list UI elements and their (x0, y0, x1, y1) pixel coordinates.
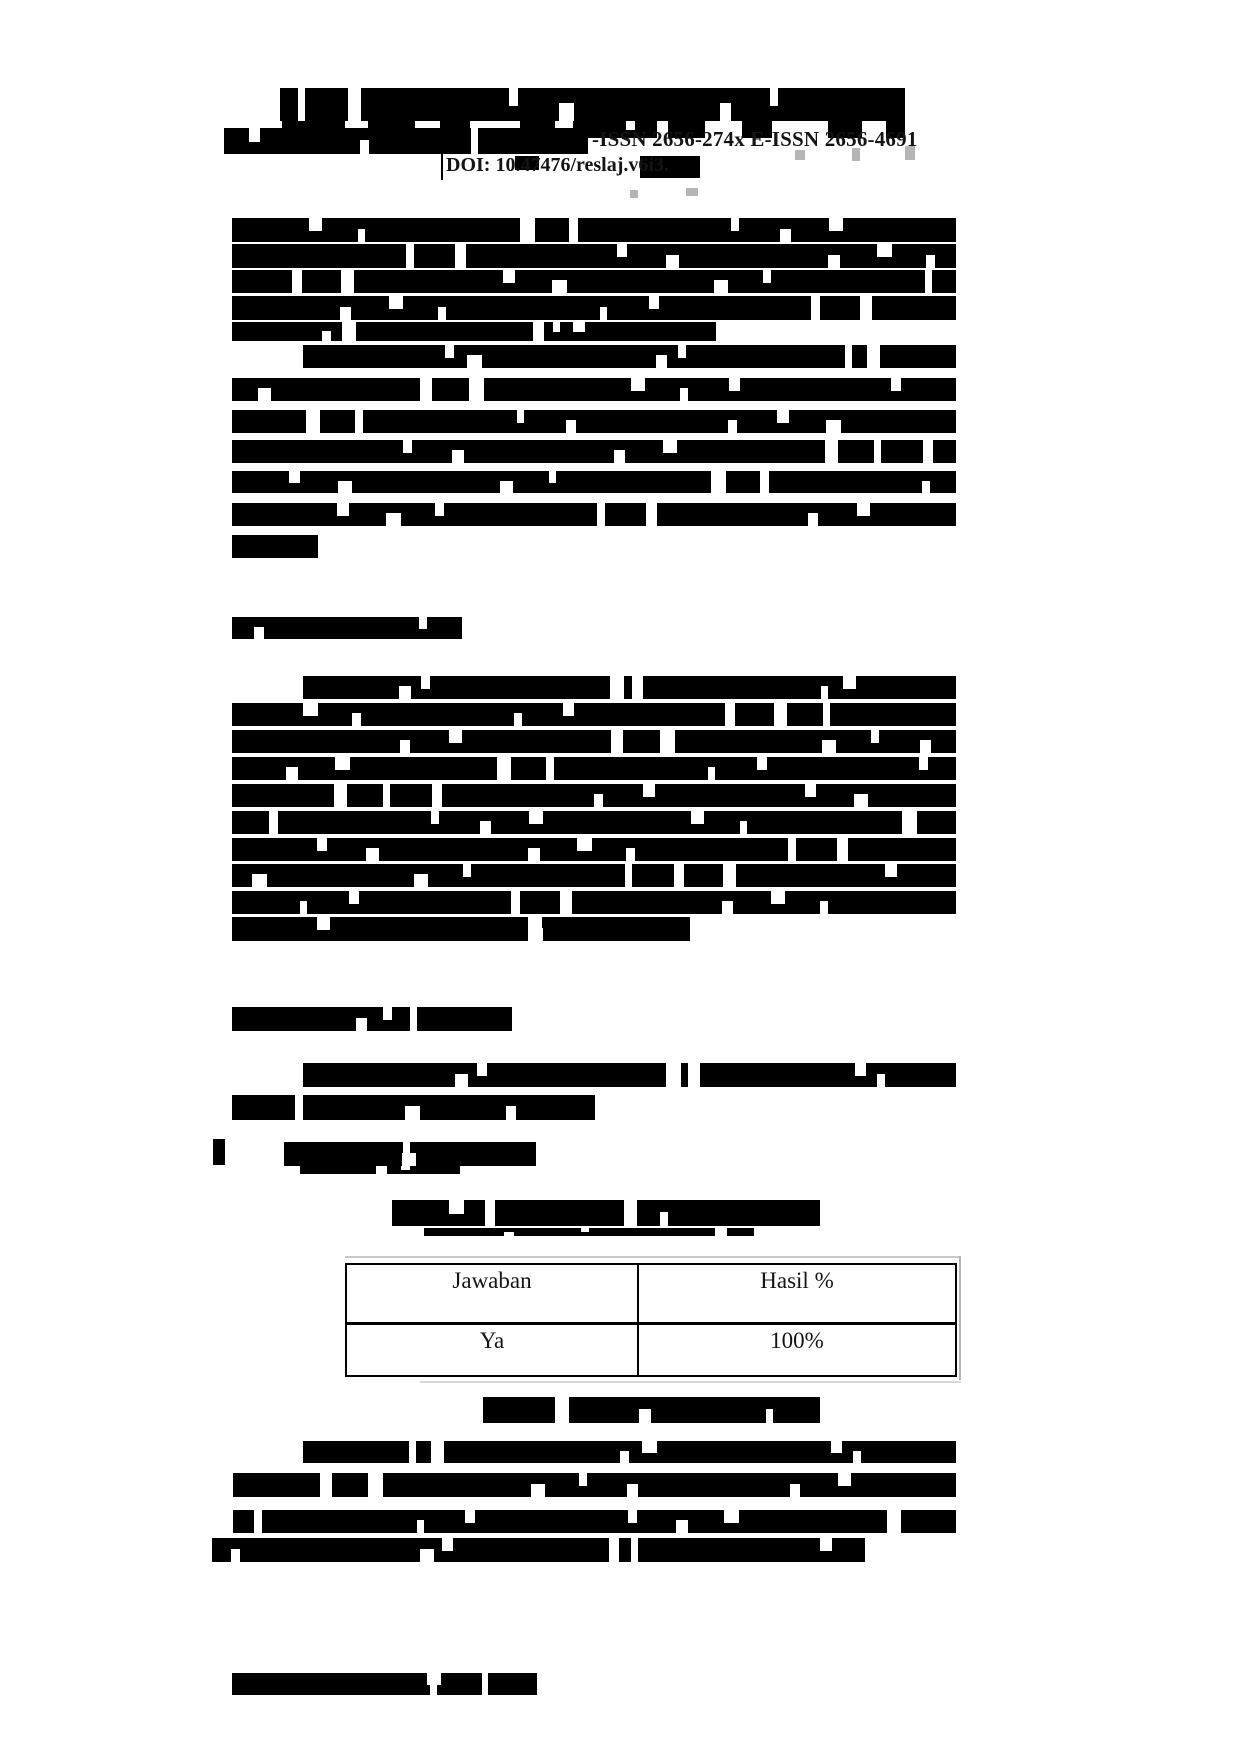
redaction-gap (757, 757, 767, 770)
redaction-gap (811, 296, 820, 320)
redaction-gap (788, 838, 796, 861)
redacted-text-bar (232, 864, 956, 887)
redaction-gap (714, 280, 728, 293)
redacted-text-bar (232, 1007, 512, 1031)
redaction-gap (729, 378, 740, 391)
redaction-gap (500, 481, 513, 493)
redacted-text-bar (232, 244, 956, 268)
redaction-gap (455, 1074, 468, 1087)
redaction-gap (449, 1200, 464, 1214)
redaction-gap (820, 1538, 832, 1551)
redacted-text-bar (488, 1673, 537, 1695)
redaction-gap (723, 864, 736, 887)
redacted-text-bar (303, 676, 956, 699)
redaction-gap (449, 730, 462, 743)
redaction-gap (403, 1142, 410, 1155)
redaction-gap (611, 730, 623, 753)
redaction-gap (356, 1018, 367, 1031)
redaction-gap (497, 757, 511, 780)
redaction-gap (355, 410, 363, 433)
redaction-gap (720, 103, 731, 121)
redaction-gap (335, 757, 350, 770)
redaction-gap (885, 864, 897, 877)
redaction-gap (646, 503, 657, 526)
redaction-gap (837, 838, 848, 861)
redaction-gap (724, 1510, 739, 1523)
redaction-gap (553, 322, 560, 332)
redaction-gap (643, 784, 655, 797)
redaction-gap (295, 1095, 303, 1120)
redaction-gap (431, 1441, 444, 1463)
redaction-gap (823, 703, 830, 726)
redaction-gap (822, 740, 836, 753)
redaction-gap (292, 270, 302, 293)
redaction-gap (368, 1473, 383, 1497)
redacted-text-bar (232, 503, 956, 526)
redaction-gap (455, 244, 466, 268)
redaction-gap (352, 713, 361, 726)
redaction-gap (435, 503, 444, 516)
redacted-text-bar (224, 128, 588, 154)
redaction-gap (829, 218, 843, 231)
table-header-hasil: Hasil % (637, 1265, 955, 1322)
redaction-gap (358, 229, 365, 242)
redaction-gap (877, 1074, 885, 1087)
redaction-gap (254, 1510, 262, 1533)
redaction-gap (560, 891, 572, 914)
redaction-gap (421, 676, 430, 689)
redaction-gap (678, 345, 686, 358)
redaction-gap (334, 784, 347, 807)
redaction-gap (660, 730, 675, 753)
redacted-text-bar (232, 891, 956, 914)
redaction-gap (452, 450, 464, 463)
redaction-gap (504, 1232, 514, 1236)
redacted-text-bar (300, 1166, 460, 1174)
redaction-gap (853, 1451, 861, 1463)
redaction-gap (360, 140, 369, 154)
redaction-gap (831, 1441, 842, 1453)
redaction-gap (563, 703, 574, 716)
results-table (345, 1263, 957, 1377)
redaction-gap (780, 229, 791, 242)
redaction-gap (766, 1409, 773, 1423)
redaction-gap (725, 703, 735, 726)
redaction-gap (309, 218, 322, 231)
redaction-gap (845, 345, 852, 368)
redaction-gap (534, 928, 543, 941)
redaction-gap (348, 88, 361, 121)
redacted-text-bar (232, 617, 462, 639)
redaction-gap (376, 1166, 387, 1174)
redaction-gap (722, 901, 733, 914)
redaction-gap (406, 244, 414, 268)
redaction-gap (610, 676, 624, 699)
redaction-gap (323, 917, 330, 930)
redacted-text-bar (232, 440, 956, 463)
redaction-gap (317, 838, 327, 851)
redaction-gap (770, 88, 778, 106)
redaction-gap (465, 1510, 475, 1523)
redaction-gap (322, 331, 331, 341)
redacted-text-bar (303, 345, 956, 368)
redacted-text-bar (424, 1228, 754, 1236)
redaction-gap (503, 270, 515, 283)
redaction-gap (420, 1549, 434, 1562)
redaction-gap (843, 676, 856, 689)
redaction-gap (828, 255, 840, 268)
redaction-gap (731, 218, 739, 231)
redacted-text-bar (232, 1095, 595, 1120)
redaction-gap (902, 811, 917, 834)
redaction-gap (631, 1538, 638, 1562)
redaction-gap (485, 1200, 495, 1226)
redaction-gap (609, 1538, 619, 1562)
redacted-text-bar (232, 730, 956, 753)
redaction-gap (506, 1106, 516, 1120)
redaction-gap (249, 128, 260, 142)
redaction-gap (626, 848, 635, 861)
redaction-gap (559, 103, 574, 121)
table-cell-hasil: 100% (637, 1325, 955, 1375)
redaction-gap (469, 378, 484, 401)
redaction-gap (808, 513, 818, 526)
redaction-gap (860, 296, 872, 320)
redacted-text-bar (232, 471, 956, 493)
redaction-gap (300, 901, 307, 914)
redaction-gap (600, 307, 607, 320)
redaction-gap (680, 388, 688, 401)
redaction-gap (826, 420, 841, 433)
redacted-text-bar (303, 1063, 956, 1087)
redaction-gap (805, 784, 816, 797)
redaction-gap (627, 1484, 638, 1497)
redaction-gap (821, 686, 828, 699)
redaction-gap (410, 1007, 417, 1031)
redacted-text-bar (233, 1510, 956, 1533)
redaction-gap (517, 410, 524, 423)
redaction-gap (383, 784, 390, 807)
redaction-gap (298, 88, 305, 121)
redaction-gap (708, 767, 715, 780)
redacted-text-bar (232, 811, 956, 834)
redaction-gap (891, 378, 901, 391)
redaction-gap (624, 1200, 637, 1226)
redaction-gap (660, 1212, 668, 1226)
redaction-gap (676, 1520, 688, 1533)
scan-artifact-mark (686, 188, 698, 196)
redaction-gap (386, 513, 401, 526)
redaction-gap (887, 1510, 901, 1533)
redaction-gap (511, 891, 520, 914)
redaction-gap (254, 627, 264, 639)
redaction-gap (520, 218, 535, 242)
redacted-text-bar (392, 1200, 820, 1226)
redaction-gap (555, 1397, 569, 1423)
table-cell-jawaban: Ya (479, 1328, 505, 1353)
redaction-gap (442, 1538, 453, 1551)
redaction-gap (871, 730, 879, 743)
redaction-gap (546, 757, 554, 780)
redaction-gap (740, 821, 747, 834)
redaction-gap (405, 1106, 420, 1120)
scan-artifact-mark (630, 190, 638, 198)
doi-line: DOI: 10.47476/reslaj.v6i3. (446, 154, 669, 176)
redaction-gap (923, 440, 933, 463)
redaction-gap (577, 838, 592, 851)
scan-artifact-line (420, 1381, 961, 1383)
redaction-gap (514, 713, 522, 726)
redaction-gap (337, 503, 349, 516)
redaction-gap (579, 1473, 587, 1486)
table-row (347, 1322, 955, 1375)
redaction-gap (663, 440, 677, 453)
redaction-gap (617, 244, 627, 257)
redaction-gap (419, 617, 427, 629)
redaction-gap (569, 218, 578, 242)
redaction-gap (258, 388, 271, 401)
redaction-gap (639, 1409, 651, 1423)
redacted-text-bar (232, 535, 318, 558)
redaction-gap (874, 440, 881, 463)
redaction-gap (341, 270, 354, 293)
redaction-gap (431, 811, 439, 824)
redaction-gap (666, 1063, 681, 1087)
redaction-gap (760, 471, 769, 493)
redaction-gap (338, 481, 352, 493)
redaction-gap (289, 471, 300, 483)
redaction-gap (445, 345, 454, 358)
redaction-gap (528, 848, 540, 861)
redaction-gap (594, 794, 603, 807)
redaction-gap (790, 1484, 800, 1497)
redaction-gap (438, 307, 446, 320)
redacted-text-bar (233, 1473, 956, 1497)
redaction-gap (925, 270, 932, 293)
redacted-text-bar (232, 703, 956, 726)
redaction-gap (467, 355, 482, 368)
redaction-gap (420, 378, 432, 401)
redaction-gap (597, 503, 605, 526)
redacted-text-bar (213, 1139, 225, 1165)
redacted-text-bar (232, 378, 956, 401)
redaction-gap (581, 1228, 589, 1232)
redaction-gap (620, 1451, 629, 1463)
redaction-gap (401, 1166, 410, 1170)
redaction-gap (366, 848, 379, 861)
redaction-gap (403, 440, 412, 453)
redaction-gap (691, 811, 704, 824)
redaction-gap (477, 1063, 487, 1076)
redacted-text-bar (441, 153, 443, 180)
table-header-jawaban: Jawaban (452, 1268, 532, 1293)
redaction-gap (674, 864, 684, 887)
redaction-gap (399, 686, 411, 699)
redaction-gap (383, 1007, 392, 1020)
redaction-gap (854, 794, 868, 807)
redaction-gap (252, 874, 267, 887)
redaction-gap (549, 471, 556, 483)
redaction-gap (656, 355, 667, 368)
redaction-gap (855, 1063, 866, 1076)
redaction-gap (573, 322, 585, 332)
redaction-gap (614, 450, 625, 463)
redaction-gap (632, 676, 643, 699)
redaction-gap (480, 821, 491, 834)
redaction-gap (820, 901, 828, 914)
redaction-gap (649, 296, 659, 309)
redacted-text-bar (284, 1142, 536, 1166)
redacted-text-bar (232, 296, 956, 320)
redacted-text-bar (232, 218, 956, 242)
redaction-gap (867, 345, 880, 368)
redaction-gap (920, 740, 931, 753)
redaction-gap (919, 757, 928, 770)
redaction-gap (715, 1228, 727, 1236)
redacted-text-bar (232, 838, 956, 861)
redaction-gap (471, 128, 478, 154)
redaction-gap (566, 420, 576, 433)
redacted-text-bar (483, 1397, 820, 1423)
redaction-gap (414, 874, 428, 887)
redaction-gap (430, 1683, 437, 1695)
redaction-gap (642, 1441, 657, 1453)
redaction-gap (306, 410, 320, 433)
redaction-gap (533, 322, 544, 341)
redaction-gap (774, 703, 787, 726)
redaction-gap (320, 1473, 332, 1497)
redaction-gap (286, 767, 298, 780)
redacted-text-bar (232, 322, 716, 341)
redacted-text-bar (232, 784, 956, 807)
redaction-gap (926, 255, 935, 268)
redaction-gap (409, 1441, 416, 1463)
redacted-text-bar (232, 1673, 482, 1695)
issn-line: -ISSN 2656-274x E-ISSN 2656-4691 (592, 127, 918, 151)
redaction-gap (342, 322, 356, 341)
redaction-gap (728, 420, 737, 433)
redaction-gap (463, 864, 471, 877)
redacted-text-bar (232, 757, 956, 780)
redacted-text-bar (232, 917, 690, 941)
scan-artifact-line (959, 1256, 961, 1380)
redacted-text-bar (280, 88, 905, 121)
redaction-gap (711, 471, 726, 493)
redaction-gap (825, 440, 838, 463)
redaction-gap (340, 307, 351, 320)
redaction-gap (231, 1549, 240, 1562)
redacted-text-bar (232, 410, 956, 433)
redaction-gap (777, 410, 789, 423)
redaction-gap (625, 864, 632, 887)
redaction-gap (838, 1473, 851, 1486)
redaction-gap (628, 1510, 637, 1523)
scan-artifact-line (345, 1256, 961, 1258)
redaction-gap (269, 811, 278, 834)
redaction-gap (763, 270, 771, 283)
redaction-gap (552, 280, 567, 293)
redaction-gap (417, 1520, 424, 1533)
redaction-gap (922, 481, 930, 493)
redaction-gap (400, 740, 410, 753)
redaction-gap (389, 296, 403, 309)
redaction-gap (877, 244, 892, 257)
redaction-gap (688, 1063, 700, 1087)
redaction-gap (529, 811, 543, 824)
redaction-gap (349, 891, 359, 904)
redacted-text-bar (212, 1538, 865, 1562)
redaction-gap (432, 784, 442, 807)
redaction-gap (303, 703, 318, 716)
redacted-text-bar (232, 270, 956, 293)
redaction-gap (857, 503, 870, 516)
redaction-gap (509, 88, 518, 106)
table-header-row (347, 1265, 955, 1322)
redaction-gap (631, 378, 645, 391)
redacted-text-bar (303, 1441, 956, 1463)
redaction-gap (531, 1484, 545, 1497)
redaction-gap (666, 255, 679, 268)
redaction-gap (771, 891, 785, 904)
